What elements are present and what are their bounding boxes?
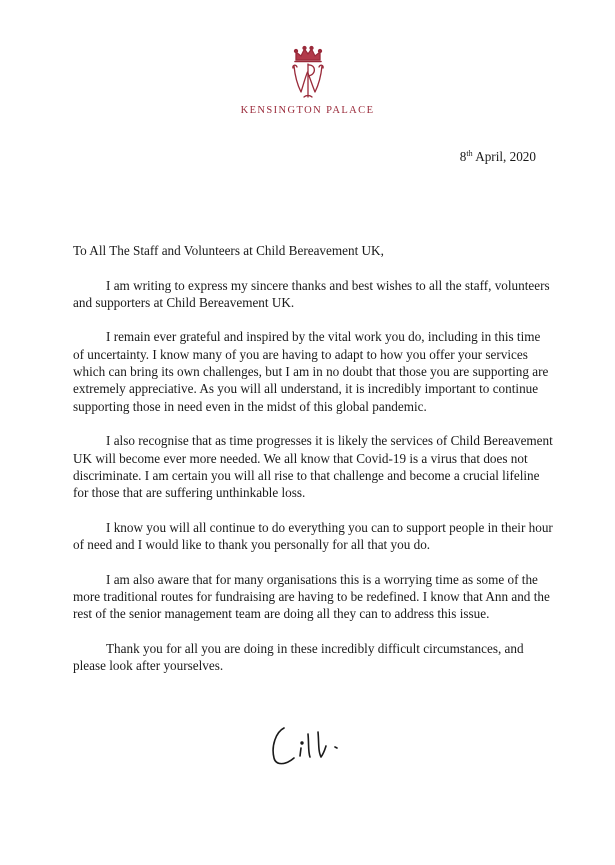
letter-body (73, 242, 553, 692)
letter-date (460, 149, 536, 165)
letterhead (0, 42, 615, 116)
date-month-year: April, 2020 (472, 149, 536, 164)
salutation: To All The Staff and Volunteers at Child Bereavement UK, (73, 243, 384, 258)
royal-cypher-icon (288, 42, 328, 102)
organisation-name: KENSINGTON PALACE (240, 105, 375, 116)
paragraph: I also recognise that as time progresses it is likely the services of Child Bereavement UK will become ever more needed. We all know that Covid-19 is a virus that does not discriminate. I am certain you will all rise to that challenge and become a crucial lifeline for those that are suffering unthinkable loss. (73, 433, 553, 501)
date-day: 8 (459, 149, 467, 164)
paragraph: I remain ever grateful and inspired by the vital work you do, including in this time of uncertainty. I know many of you are having to adapt to how you offer your services which can bring its own challenges, but I am in no doubt that those you are supporting are extremely appreciative. As you will all understand, it is incredibly important to continue supporting those in need even in the midst of this global pandemic. (73, 329, 549, 414)
paragraph: I am writing to express my sincere thanks and best wishes to all the staff, volunteers and supporters at Child Bereavement UK. (73, 277, 550, 310)
paragraph: I know you will all continue to do everything you can to support people in their hour of need and I would like to thank you personally for all that you do. (73, 519, 553, 553)
paragraph: I am also aware that for many organisations this is a worrying time as some of the more traditional routes for fundraising are having to be redefined. I know that Ann and the rest of the senior management team are doing all they can to address this issue. (73, 571, 550, 622)
handwritten-signature-icon (268, 718, 368, 770)
paragraph: Thank you for all you are doing in these incredibly difficult circumstances, and please look after yourselves. (73, 640, 524, 674)
date-suffix: th (466, 149, 473, 158)
